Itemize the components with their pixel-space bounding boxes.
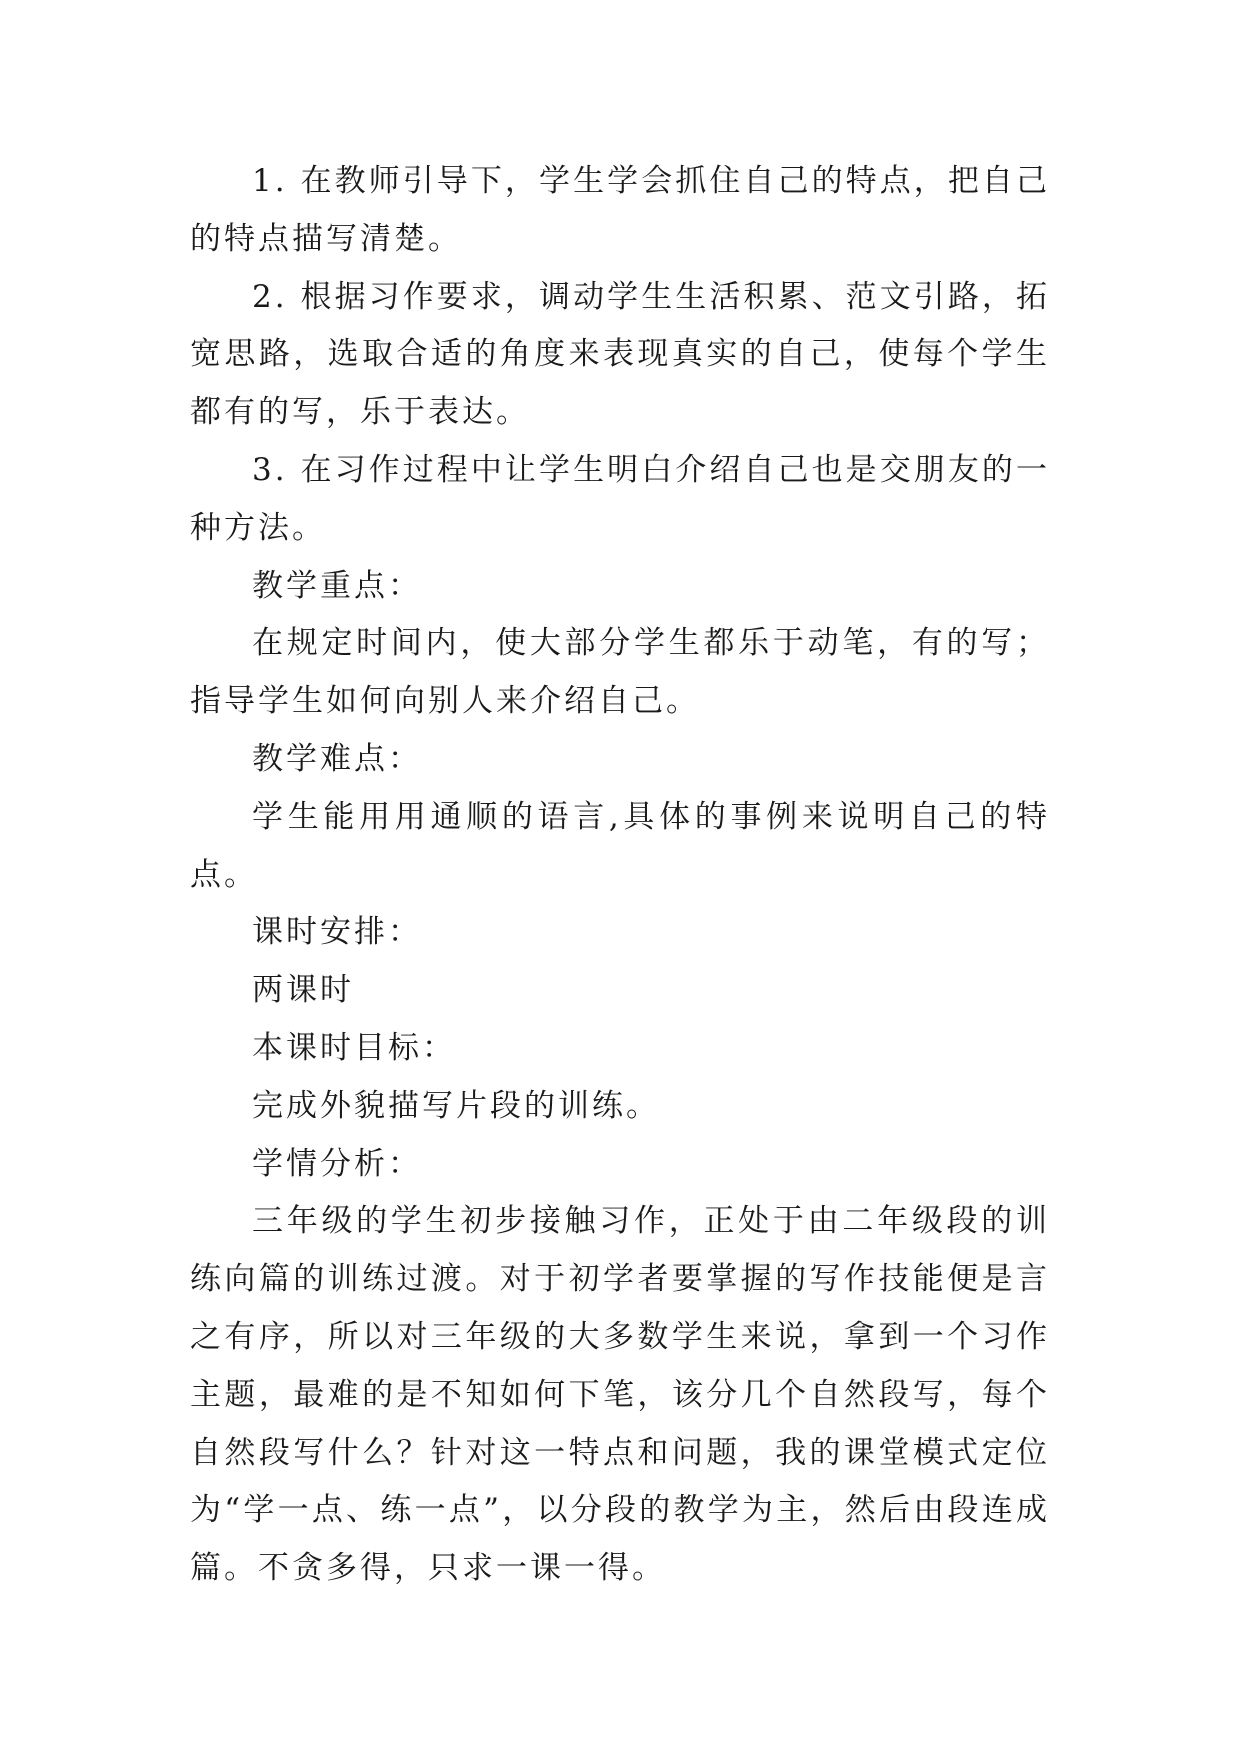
objective-2: 2. 根据习作要求，调动学生生活积累、范文引路，拓宽思路，选取合适的角度来表现真实的自己，使每个学生都有的写，乐于表达。 (190, 278, 1050, 431)
schedule-heading: 课时安排： (252, 914, 422, 951)
analysis-heading: 学情分析： (252, 1145, 422, 1182)
objective-1: 1. 在教师引导下，学生学会抓住自己的特点，把自己的特点描写清楚。 (190, 163, 1050, 257)
lesson-goal-heading: 本课时目标： (252, 1029, 456, 1066)
difficulties-text: 学生能用用通顺的语言,具体的事例来说明自己的特点。 (190, 798, 1050, 893)
key-points-text: 在规定时间内，使大部分学生都乐于动笔，有的写；指导学生如何向别人来介绍自己。 (190, 625, 1050, 720)
difficulties-heading: 教学难点： (252, 740, 422, 777)
analysis-text: 三年级的学生初步接触习作，正处于由二年级段的训练向篇的训练过渡。对于初学者要掌握的写作技能便是言之有序，所以对三年级的大多数学生来说，拿到一个习作主题，最难的是不知如何下笔，该分几个自然段写，每个自然段写什么？针对这一特点和问题，我的课堂模式定位为“学一点、练一点”，以分段的教学为主，然后由段连成篇。不贪多得，只求一课一得。 (190, 1203, 1050, 1587)
lesson-goal-text: 完成外貌描写片段的训练。 (252, 1087, 660, 1124)
schedule-text: 两课时 (252, 972, 354, 1009)
document-body (190, 153, 1050, 1598)
objective-3: 3. 在习作过程中让学生明白介绍自己也是交朋友的一种方法。 (190, 451, 1050, 546)
key-points-heading: 教学重点： (252, 567, 422, 604)
